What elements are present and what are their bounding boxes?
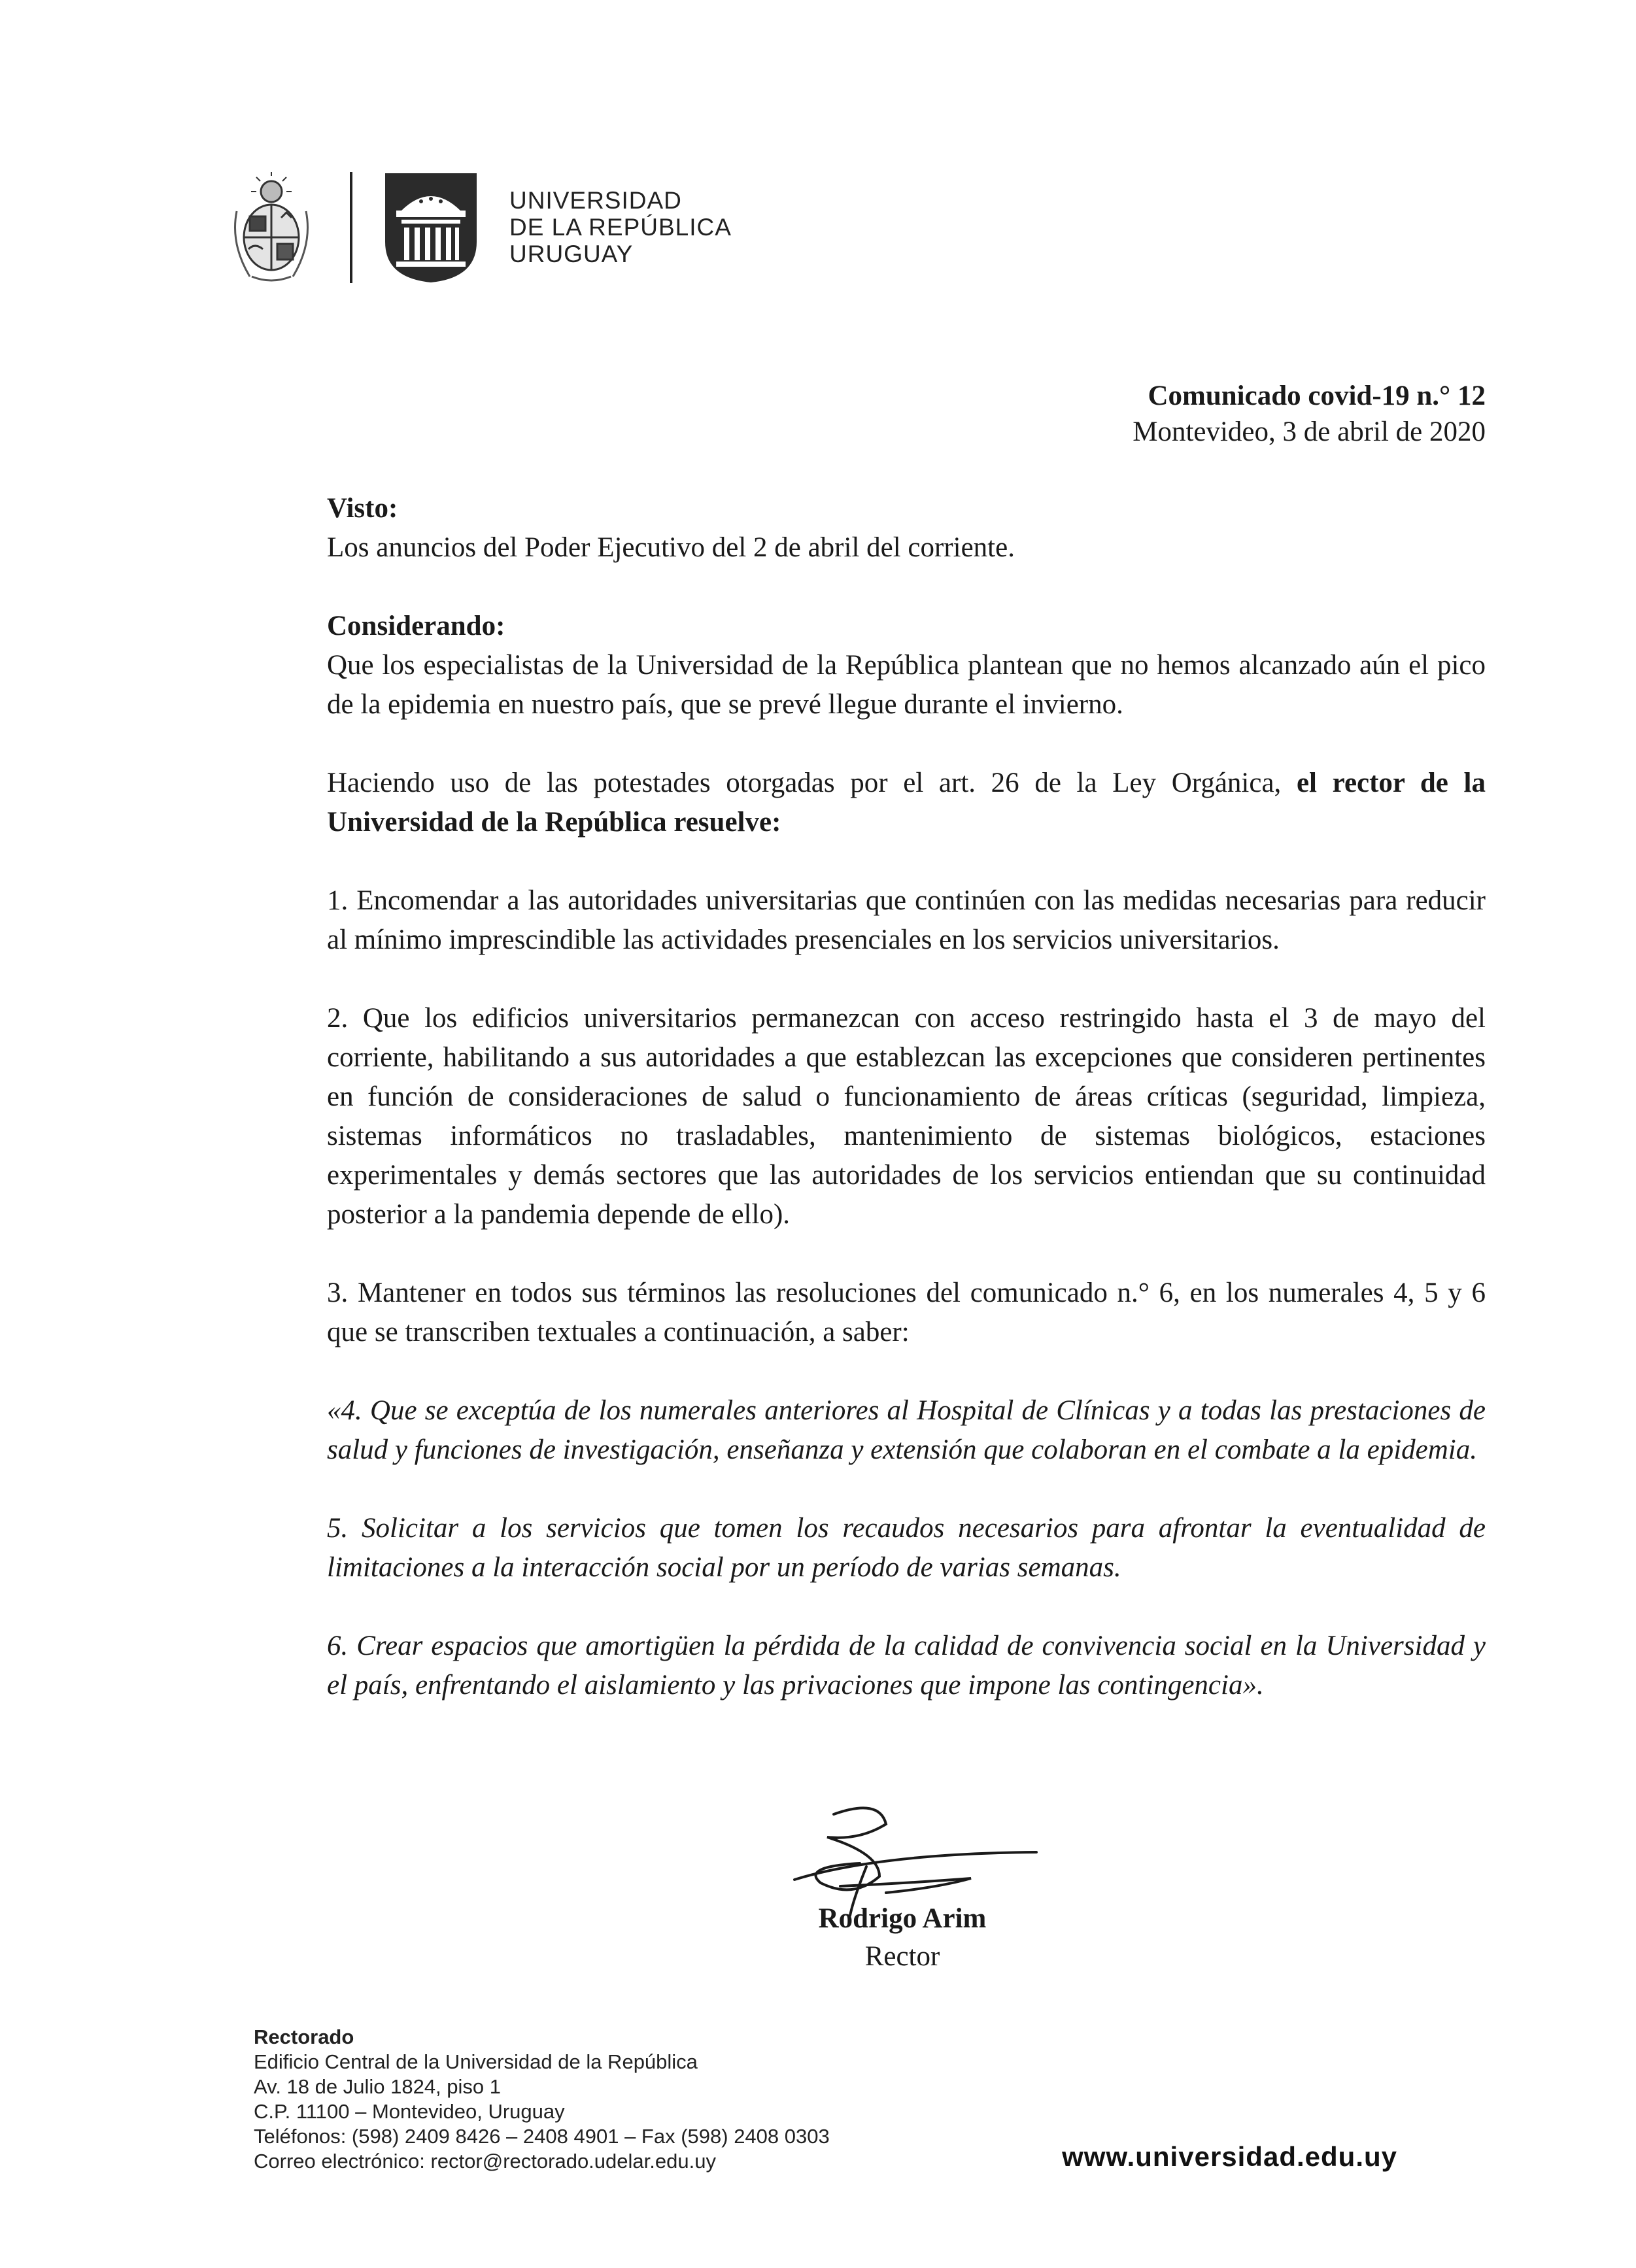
signer-block <box>804 1900 1000 1976</box>
footer-title: Rectorado <box>254 2025 354 2048</box>
letterhead <box>229 167 732 288</box>
considerando-heading: Considerando: <box>327 611 505 641</box>
resolution-item: 2. Que los edificios universitarios permanezcan con acceso restringido hasta el 3 de mayo del corriente, habilitando a sus autoridades a que establezcan las excepciones que consideren pertinentes en función de consideraciones de salud o funcionamiento de áreas críticas (seguridad, limpieza, sistemas informáticos no trasladables, mantenimiento de sistemas biológicos, estaciones experimentales y demás sectores que las autoridades de los servicios entiendan que su continuidad posterior a la pandemia depende de ello). <box>327 1003 1486 1230</box>
document-reference: Comunicado covid-19 n.° 12 <box>1148 381 1486 411</box>
quoted-item: 6. Crear espacios que amortigüen la pérdida de la calidad de convivencia social en la Universidad y el país, enfrentando el aislamiento y las privaciones que impone las contingencia». <box>327 1631 1486 1701</box>
place-date: Montevideo, 3 de abril de 2020 <box>1133 416 1486 447</box>
udelar-building-logo-icon <box>382 170 480 284</box>
uruguay-coat-of-arms-icon <box>229 172 314 283</box>
document-heading <box>1133 378 1486 450</box>
footer-line: C.P. 11100 – Montevideo, Uruguay <box>254 2100 565 2123</box>
quoted-item: 5. Solicitar a los servicios que tomen los recaudos necesarios para afrontar la eventualidad de limitaciones a la interacción social por un período de varias semanas. <box>327 1513 1486 1583</box>
institution-line: URUGUAY <box>509 241 634 267</box>
footer-line: Correo electrónico: rector@rectorado.udelar.edu.uy <box>254 2150 716 2173</box>
signer-title: Rector <box>864 1941 940 1972</box>
logo-divider <box>350 172 352 283</box>
visto-heading: Visto: <box>327 493 398 524</box>
resolution-intro-bold: el rector de la Universidad de la República resuelve: <box>327 768 1486 838</box>
document-body <box>327 489 1486 1705</box>
institution-name <box>509 187 732 267</box>
quoted-item: «4. Que se exceptúa de los numerales anteriores al Hospital de Clínicas y a todas las prestaciones de salud y funciones de investigación, enseñanza y extensión que colaboran en el combate a la epidemia. <box>327 1395 1486 1465</box>
footer-website: www.universidad.edu.uy <box>1062 2141 1397 2172</box>
signer-name: Rodrigo Arim <box>818 1903 987 1934</box>
resolution-intro-text: Haciendo uso de las potestades otorgadas por el art. 26 de la Ley Orgánica, <box>327 768 1297 798</box>
resolution-item: 1. Encomendar a las autoridades universitarias que continúen con las medidas necesarias para reducir al mínimo imprescindible las actividades presenciales en los servicios universitarios. <box>327 885 1486 955</box>
considerando-text: Que los especialistas de la Universidad de la República plantean que no hemos alcanzado aún el pico de la epidemia en nuestro país, que se prevé llegue durante el invierno. <box>327 650 1486 720</box>
institution-line: DE LA REPÚBLICA <box>509 214 732 241</box>
visto-text: Los anuncios del Poder Ejecutivo del 2 de abril del corriente. <box>327 532 1015 563</box>
resolution-intro <box>327 764 1486 842</box>
footer-line: Av. 18 de Julio 1824, piso 1 <box>254 2075 502 2098</box>
institution-line: UNIVERSIDAD <box>509 187 682 214</box>
footer-address <box>254 2025 830 2174</box>
resolution-item: 3. Mantener en todos sus términos las resoluciones del comunicado n.° 6, en los numerales 4, 5 y 6 que se transcriben textuales a continuación, a saber: <box>327 1278 1486 1347</box>
footer-line: Edificio Central de la Universidad de la República <box>254 2050 698 2073</box>
footer-line: Teléfonos: (598) 2409 8426 – 2408 4901 – Fax (598) 2408 0303 <box>254 2125 830 2148</box>
